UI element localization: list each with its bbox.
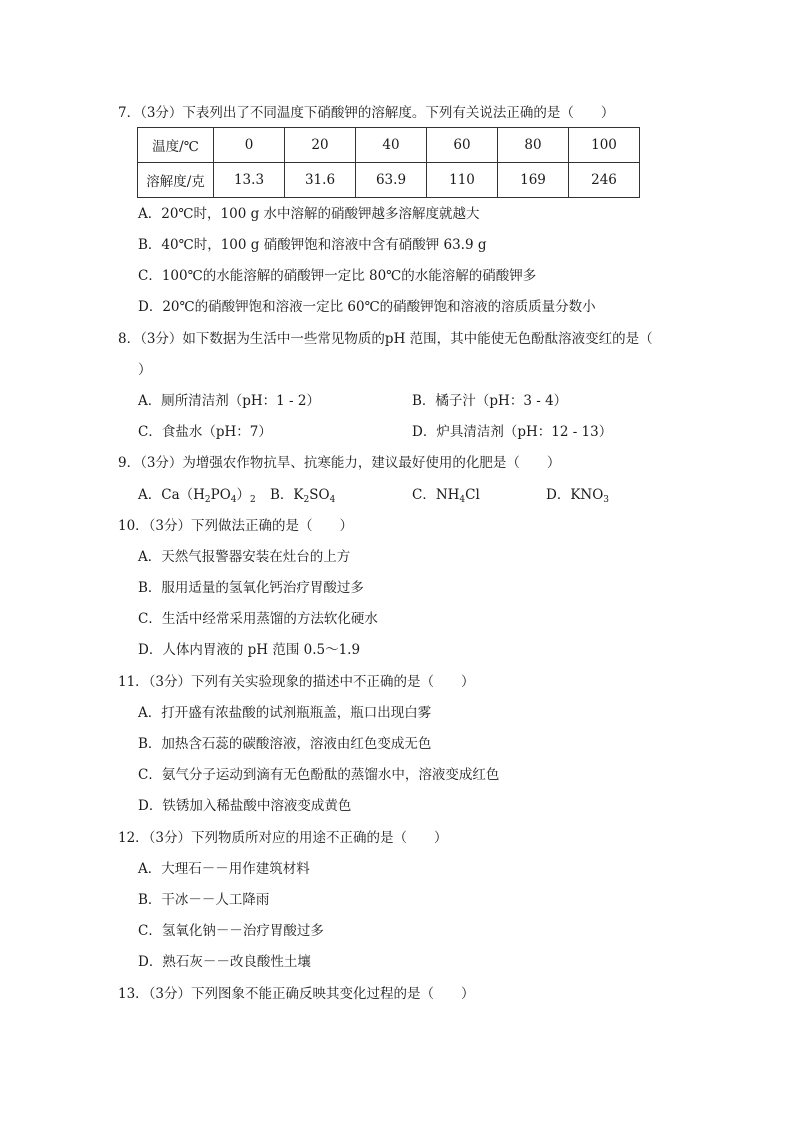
table-cell: 0 [214, 128, 285, 163]
table-header-temperature: 温度/℃ [138, 128, 214, 163]
table-row-solubility [138, 163, 640, 198]
q7-option-c: C．100℃的水能溶解的硝酸钾一定比 80℃的水能溶解的硝酸钾多 [138, 268, 537, 284]
table-cell: 80 [498, 128, 569, 163]
table-cell: 31.6 [285, 163, 356, 198]
q8-option-b: B．橘子汁（pH：3 - 4） [412, 393, 568, 409]
q11-option-d: D．铁锈加入稀盐酸中溶液变成黄色 [138, 798, 352, 814]
q8-option-d: D．炉具清洁剂（pH：12 - 13） [412, 424, 613, 440]
table-cell: 20 [285, 128, 356, 163]
table-cell: 60 [427, 128, 498, 163]
q12-option-b: B．干冰－－人工降雨 [138, 892, 270, 908]
q7-option-b: B．40℃时，100 g 硝酸钾饱和溶液中含有硝酸钾 63.9 g [138, 237, 487, 253]
q10-option-a: A．天然气报警器安装在灶台的上方 [138, 549, 351, 565]
table-cell: 40 [356, 128, 427, 163]
q9-option-c: C．$NH_4Cl$ [412, 487, 480, 505]
q9-option-a: A．$Ca(H_2PO_4)_2$ [138, 487, 256, 505]
q10-option-b: B．服用适量的氢氧化钙治疗胃酸过多 [138, 580, 364, 596]
q10-stem: 10．（3分）下列做法正确的是（ ） [118, 518, 354, 534]
table-cell: 110 [427, 163, 498, 198]
q12-option-c: C．氢氧化钠－－治疗胃酸过多 [138, 923, 324, 939]
solubility-table [137, 127, 640, 198]
q11-stem: 11．（3分）下列有关实验现象的描述中不正确的是（ ） [118, 674, 475, 690]
q8-stem-cont: ） [138, 362, 152, 378]
q9-option-d: D．$KNO_3$ [546, 487, 610, 505]
q7-option-a: A．20℃时，100 g 水中溶解的硝酸钾越多溶解度就越大 [138, 206, 480, 222]
q12-stem: 12．（3分）下列物质所对应的用途不正确的是（ ） [118, 830, 448, 846]
q11-option-a: A．打开盛有浓盐酸的试剂瓶瓶盖，瓶口出现白雾 [138, 705, 432, 721]
q9-stem: 9．（3分）为增强农作物抗旱、抗寒能力，建议最好使用的化肥是（ ） [118, 455, 561, 471]
table-cell: 13.3 [214, 163, 285, 198]
q8-option-a: A．厕所清洁剂（pH：1 - 2） [138, 393, 320, 409]
table-header-solubility: 溶解度/克 [138, 163, 214, 198]
q9-option-b: B．$K_2SO_4$ [270, 487, 336, 505]
q11-option-c: C．氨气分子运动到滴有无色酚酞的蒸馏水中，溶液变成红色 [138, 767, 500, 783]
q12-option-a: A．大理石－－用作建筑材料 [138, 861, 310, 877]
table-cell: 63.9 [356, 163, 427, 198]
q10-option-d: D．人体内胃液的 pH 范围 0.5～1.9 [138, 642, 361, 658]
q7-stem: 7．（3分）下表列出了不同温度下硝酸钾的溶解度。下列有关说法正确的是（ ） [118, 105, 615, 121]
table-cell: 246 [569, 163, 640, 198]
q7-option-d: D．20℃的硝酸钾饱和溶液一定比 60℃的硝酸钾饱和溶液的溶质质量分数小 [138, 299, 596, 315]
q8-option-c: C．食盐水（pH：7） [138, 424, 272, 440]
table-cell: 169 [498, 163, 569, 198]
q10-option-c: C．生活中经常采用蒸馏的方法软化硬水 [138, 611, 378, 627]
q13-stem: 13．（3分）下列图象不能正确反映其变化过程的是（ ） [118, 986, 475, 1002]
table-row-temperature [138, 128, 640, 163]
table-cell: 100 [569, 128, 640, 163]
q12-option-d: D．熟石灰－－改良酸性土壤 [138, 954, 311, 970]
q11-option-b: B．加热含石蕊的碳酸溶液，溶液由红色变成无色 [138, 736, 432, 752]
q8-stem: 8．（3分）如下数据为生活中一些常见物质的pH 范围，其中能使无色酚酞溶液变红的是（ [118, 331, 653, 347]
